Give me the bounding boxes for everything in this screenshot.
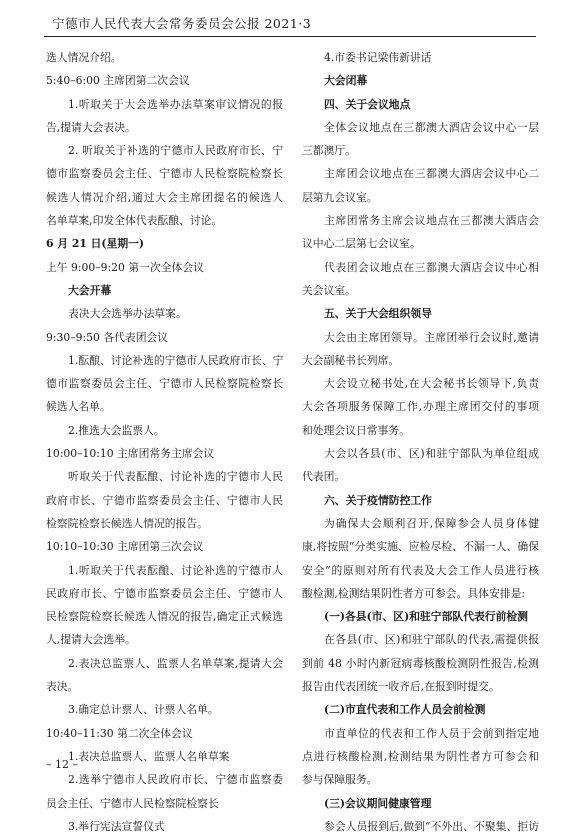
text-line: 10:10–10:30 主席团第三次会议: [46, 540, 204, 554]
text-line: 选人情况介绍。: [46, 51, 122, 64]
text-line: 在各县(市、区)和驻宁部队的代表,需提供报: [324, 633, 539, 647]
text-line: 和处理会议日常事务。: [302, 423, 410, 437]
text-line: 全体会议地点在三都澳大酒店会议中心一层: [324, 120, 539, 134]
text-line: 为确保大会顺利召开,保障参会人员身体健: [324, 516, 539, 530]
text-line: 10:40–11:30 第二次全体会议: [46, 726, 193, 740]
section-heading-line: (三)会议期间健康管理: [324, 796, 432, 810]
text-line: 到前 48 小时内新冠病毒核酸检测阴性报告,检测: [302, 656, 539, 670]
text-line: 德市监察委员会主任、宁德市人民检察院检察长: [46, 167, 283, 181]
text-line: 代表团会议地点在三都澳大酒店会议中心相: [324, 260, 539, 274]
text-line: 表决。: [46, 680, 79, 694]
text-line: 名单草案,印发全体代表酝酿、讨论。: [46, 214, 223, 228]
text-line: 2.推选大会监票人。: [68, 423, 165, 437]
section-heading-line: 大会开幕: [68, 283, 112, 297]
text-line: 点进行核酸检测,检测结果为阴性者方可参会和: [302, 749, 539, 763]
text-line: 表决大会选举办法草案。: [68, 307, 187, 321]
section-heading-line: 六、关于疫情防控工作: [324, 493, 432, 507]
text-line: 民政府市长、宁德市监察委员会主任、宁德市人: [46, 586, 283, 600]
text-line: 10:00–10:10 主席团常务主席会议: [46, 447, 215, 461]
text-line: 三都澳厅。: [302, 144, 356, 158]
text-line: 大会设立秘书处,在大会秘书长领导下,负责: [324, 377, 539, 391]
text-line: 代表团。: [302, 470, 346, 484]
header-divider: [44, 36, 536, 37]
text-line: 报告由代表团统一收齐后,在报到时提交。: [302, 680, 500, 694]
text-line: 候选人名单。: [46, 400, 111, 414]
text-line: 大会由主席团领导。主席团举行会议时,邀请: [324, 330, 539, 344]
right-column: [302, 46, 539, 838]
text-line: 德市监察委员会主任、宁德市人民检察院检察长: [46, 377, 283, 391]
text-line: 5:40–6:00 主席团第二次会议: [46, 74, 190, 88]
section-heading-line: 四、关于会议地点: [324, 97, 411, 111]
text-line: 2. 听取关于补选的宁德市人民政府市长、宁: [68, 144, 283, 158]
text-line: 3.举行宪法宣誓仪式: [68, 819, 165, 833]
text-line: 9:30–9:50 各代表团会议: [46, 330, 169, 344]
text-line: 2.选举宁德市人民政府市长、宁德市监察委: [68, 773, 283, 787]
text-line: 员会主任、宁德市人民检察院检察长: [46, 796, 219, 810]
text-line: 大会各项服务保障工作,办理主席团交付的事项: [302, 400, 539, 414]
text-line: 候选人情况介绍,通过大会主席团提名的候选人: [46, 190, 283, 204]
text-line: 2.表决总监票人、监票人名单草案,提请大会: [68, 656, 283, 670]
section-heading-line: 大会闭幕: [324, 74, 368, 88]
text-line: 3.确定总计票人、计票人名单。: [68, 703, 219, 717]
text-line: 告,提请大会表决。: [46, 120, 136, 134]
text-line: 参与保障服务。: [302, 773, 378, 787]
left-column: [46, 46, 283, 838]
text-line: 1.听取关于大会选举办法草案审议情况的报: [68, 97, 283, 111]
text-line: 1.听取关于代表酝酿、讨论补选的宁德市人: [68, 563, 283, 577]
text-line: 主席团常务主席会议地点在三都澳大酒店会: [324, 214, 539, 228]
text-line: 安全”的原则对所有代表及大会工作人员进行核: [302, 563, 539, 577]
section-heading-line: (一)各县(市、区)和驻宁部队代表行前检测: [324, 610, 528, 624]
text-line: 4.市委书记梁伟新讲话: [324, 51, 432, 64]
text-line: 大会副秘书长列席。: [302, 353, 400, 367]
text-line: 酸检测,检测结果阴性者方可参会。具体安排是:: [302, 586, 526, 600]
page-header: 宁德市人民代表大会常务委员会公报 2021·3: [52, 16, 312, 31]
text-line: 检察院检察长候选人情况的报告。: [46, 516, 208, 530]
text-line: 民检察院检察长候选人情况的报告,确定正式候选: [46, 610, 283, 624]
text-line: 议中心二层第七会议室。: [302, 237, 421, 251]
text-line: 关会议室。: [302, 283, 356, 297]
text-line: 上午 9:00–9:20 第一次全体会议: [46, 260, 204, 274]
text-line: 大会以各县(市、区)和驻宁部队为单位组成: [324, 447, 539, 461]
text-line: 层第九会议室。: [302, 190, 378, 204]
text-line: 参会人员报到后,做到“不外出、不聚集、拒访: [324, 819, 539, 833]
text-line: 听取关于代表酝酿、讨论补选的宁德市人民: [68, 470, 283, 484]
section-heading-line: (二)市直代表和工作人员会前检测: [324, 703, 486, 717]
section-heading-line: 五、关于大会组织领导: [324, 307, 432, 321]
text-line: 市直单位的代表和工作人员于会前到指定地: [324, 726, 539, 740]
section-heading-line: 6 月 21 日(星期一): [46, 237, 145, 251]
text-line: 主席团会议地点在三都澳大酒店会议中心二: [324, 167, 539, 181]
text-line: 人,提请大会选举。: [46, 633, 136, 647]
text-line: 政府市长、宁德市监察委员会主任、宁德市人民: [46, 493, 283, 507]
page-number: – 12 –: [46, 758, 78, 771]
text-line: 1.表决总监票人、监票人名单草案: [68, 749, 230, 763]
text-line: 1.酝酿、讨论补选的宁德市人民政府市长、宁: [68, 353, 283, 367]
text-line: 康,将按照“分类实施、应检尽检、不漏一人、确保: [302, 540, 539, 554]
